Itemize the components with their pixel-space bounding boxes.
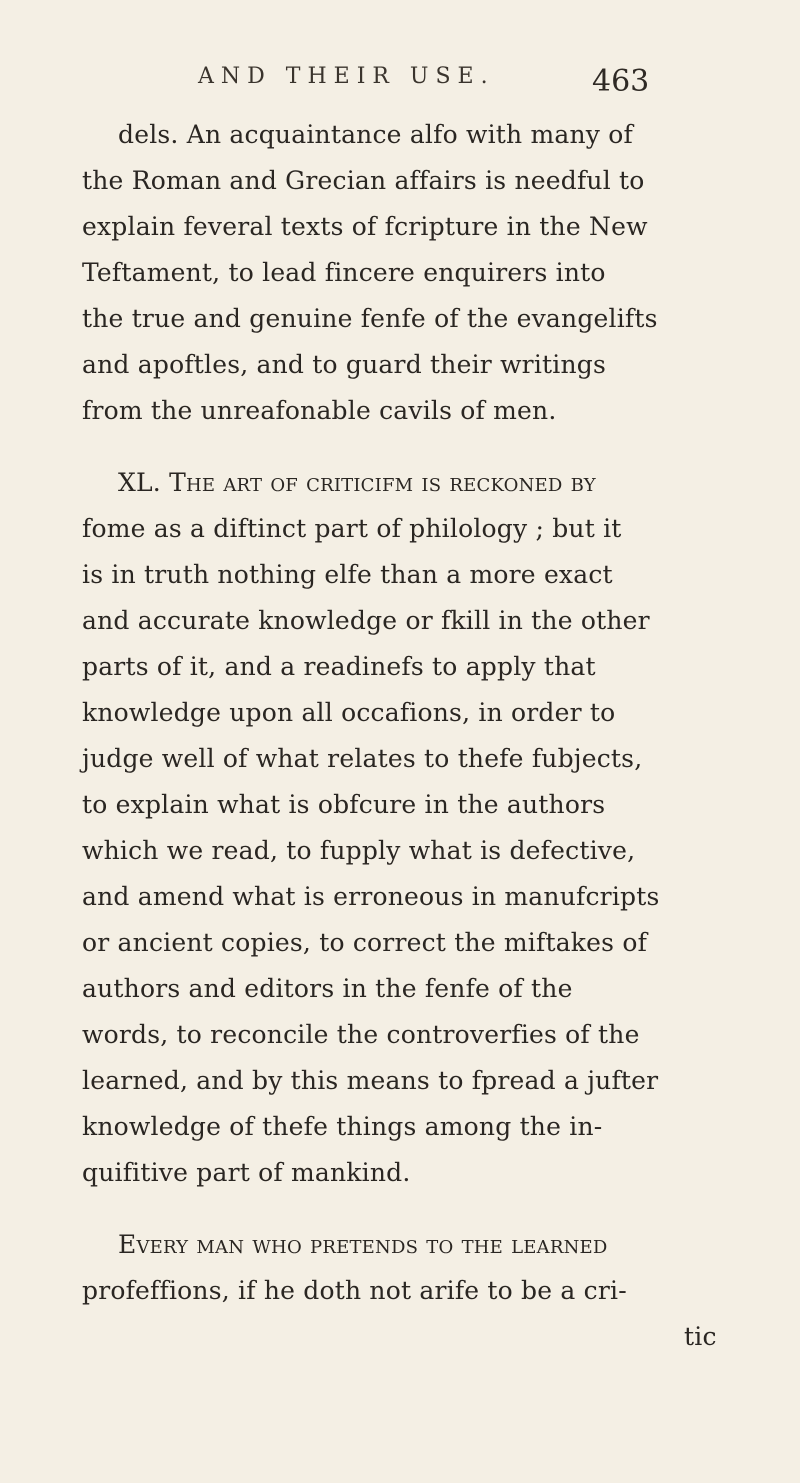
paragraph-every-man-first-line: Every man who pretends to the learned: [118, 1230, 608, 1259]
text-line: the Roman and Grecian affairs is needful to: [82, 166, 645, 195]
text-line: the true and genuine fenfe of the evangelifts: [82, 304, 658, 333]
text-line: knowledge of thefe things among the in-: [82, 1112, 603, 1141]
text-line: and amend what is erroneous in manufcripts: [82, 882, 660, 911]
text-line: fome as a diftinct part of philology ; but it: [82, 514, 622, 543]
text-line: learned, and by this means to fpread a jufter: [82, 1066, 659, 1095]
text-line: which we read, to fupply what is defective,: [82, 836, 636, 865]
text-line: explain feveral texts of fcripture in the New: [82, 212, 648, 241]
text-line: judge well of what relates to thefe fubjects,: [82, 744, 643, 773]
text-line: knowledge upon all occafions, in order to: [82, 698, 616, 727]
text-line: to explain what is obfcure in the authors: [82, 790, 606, 819]
text-line: from the unreafonable cavils of men.: [82, 396, 557, 425]
text-line: and apoftles, and to guard their writings: [82, 350, 606, 379]
text-line: words, to reconcile the controverfies of the: [82, 1020, 640, 1049]
catchword: tic: [684, 1322, 717, 1351]
text-line: parts of it, and a readinefs to apply that: [82, 652, 596, 681]
text-line: authors and editors in the fenfe of the: [82, 974, 573, 1003]
text-line: and accurate knowledge or fkill in the other: [82, 606, 650, 635]
paragraph-xl-first-line: XL. The art of criticifm is reckoned by: [118, 468, 596, 497]
text-line: is in truth nothing elfe than a more exact: [82, 560, 613, 589]
text-line: Teftament, to lead fincere enquirers into: [82, 258, 606, 287]
text-line: dels. An acquaintance alfo with many of: [118, 120, 633, 149]
text-line: or ancient copies, to correct the miftakes of: [82, 928, 648, 957]
page-number: 463: [592, 64, 650, 99]
running-head: AND THEIR USE.: [198, 64, 495, 89]
text-line: profeffions, if he doth not arife to be a cri-: [82, 1276, 627, 1305]
text-line: quifitive part of mankind.: [82, 1158, 411, 1187]
